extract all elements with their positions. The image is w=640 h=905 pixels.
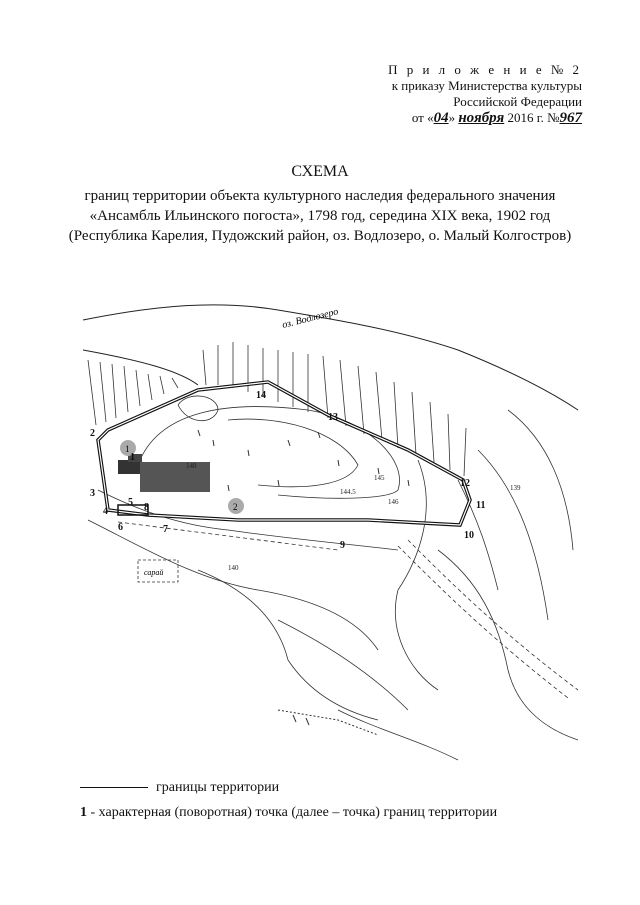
territory-boundary-inner — [98, 382, 470, 525]
svg-text:145: 145 — [374, 474, 385, 482]
svg-text:139: 139 — [510, 484, 521, 492]
svg-text:146: 146 — [388, 498, 399, 506]
annex-header — [388, 62, 582, 126]
scheme-line2: «Ансамбль Ильинского погоста», 1798 год, середина XIX века, 1902 год — [89, 208, 551, 224]
point-11: 11 — [476, 500, 486, 511]
point-8: 8 — [144, 502, 149, 513]
contours — [88, 396, 578, 760]
legend-point-label: - характерная (поворотная) точка (далее – точка) границ территории — [87, 805, 498, 820]
svg-text:140: 140 — [228, 564, 239, 572]
shoreline — [83, 305, 578, 410]
scheme-title: СХЕМА — [291, 163, 349, 180]
point-10: 10 — [464, 530, 474, 541]
legend-boundary-label: границы территории — [156, 780, 280, 795]
lake-label: оз. Водлозеро — [281, 306, 340, 331]
road — [118, 522, 578, 698]
legend-boundary — [80, 780, 279, 796]
svg-text:144.5: 144.5 — [340, 488, 356, 496]
elevation-labels — [186, 462, 521, 572]
annex-day: 04 — [433, 110, 449, 126]
svg-text:148: 148 — [186, 462, 197, 470]
point-3: 3 — [90, 488, 95, 499]
legend-boundary-swatch — [80, 787, 148, 788]
point-7: 7 — [163, 524, 168, 535]
point-12: 12 — [460, 478, 470, 489]
territory-map — [78, 290, 588, 770]
annex-number: 967 — [559, 110, 582, 126]
point-14: 14 — [256, 390, 266, 401]
object-label-1: 1 — [125, 444, 130, 454]
annex-title: П р и л о ж е н и е № 2 — [388, 62, 582, 77]
tree-marks-south — [293, 715, 309, 725]
legend-point — [80, 805, 497, 821]
scheme-line3: (Республика Карелия, Пудожский район, оз. Водлозеро, о. Малый Колгостров) — [68, 228, 572, 244]
road-track — [278, 710, 378, 735]
annex-line1: к приказу Министерства культуры — [391, 78, 582, 93]
object-label-2: 2 — [233, 502, 238, 512]
legend-point-number: 1 — [80, 805, 87, 820]
annex-month: ноября — [458, 110, 505, 126]
point-4: 4 — [103, 506, 108, 517]
point-13: 13 — [328, 412, 338, 423]
point-2: 2 — [90, 428, 95, 439]
annex-line2: Российской Федерации — [453, 94, 582, 109]
point-6: 6 — [118, 522, 123, 533]
map-svg — [78, 290, 588, 770]
church-building — [140, 462, 210, 492]
church-annex — [118, 460, 140, 474]
scheme-title-block — [0, 162, 640, 246]
point-9: 9 — [340, 540, 345, 551]
point-1: 1 — [130, 452, 135, 463]
annex-date: от «04» ноября 2016 г. №967 — [411, 110, 582, 126]
scheme-line1: границ территории объекта культурного наследия федерального значения — [84, 188, 556, 204]
slope-hatching — [88, 342, 466, 476]
point-5: 5 — [128, 497, 133, 508]
shed-label: сарай — [144, 568, 164, 577]
